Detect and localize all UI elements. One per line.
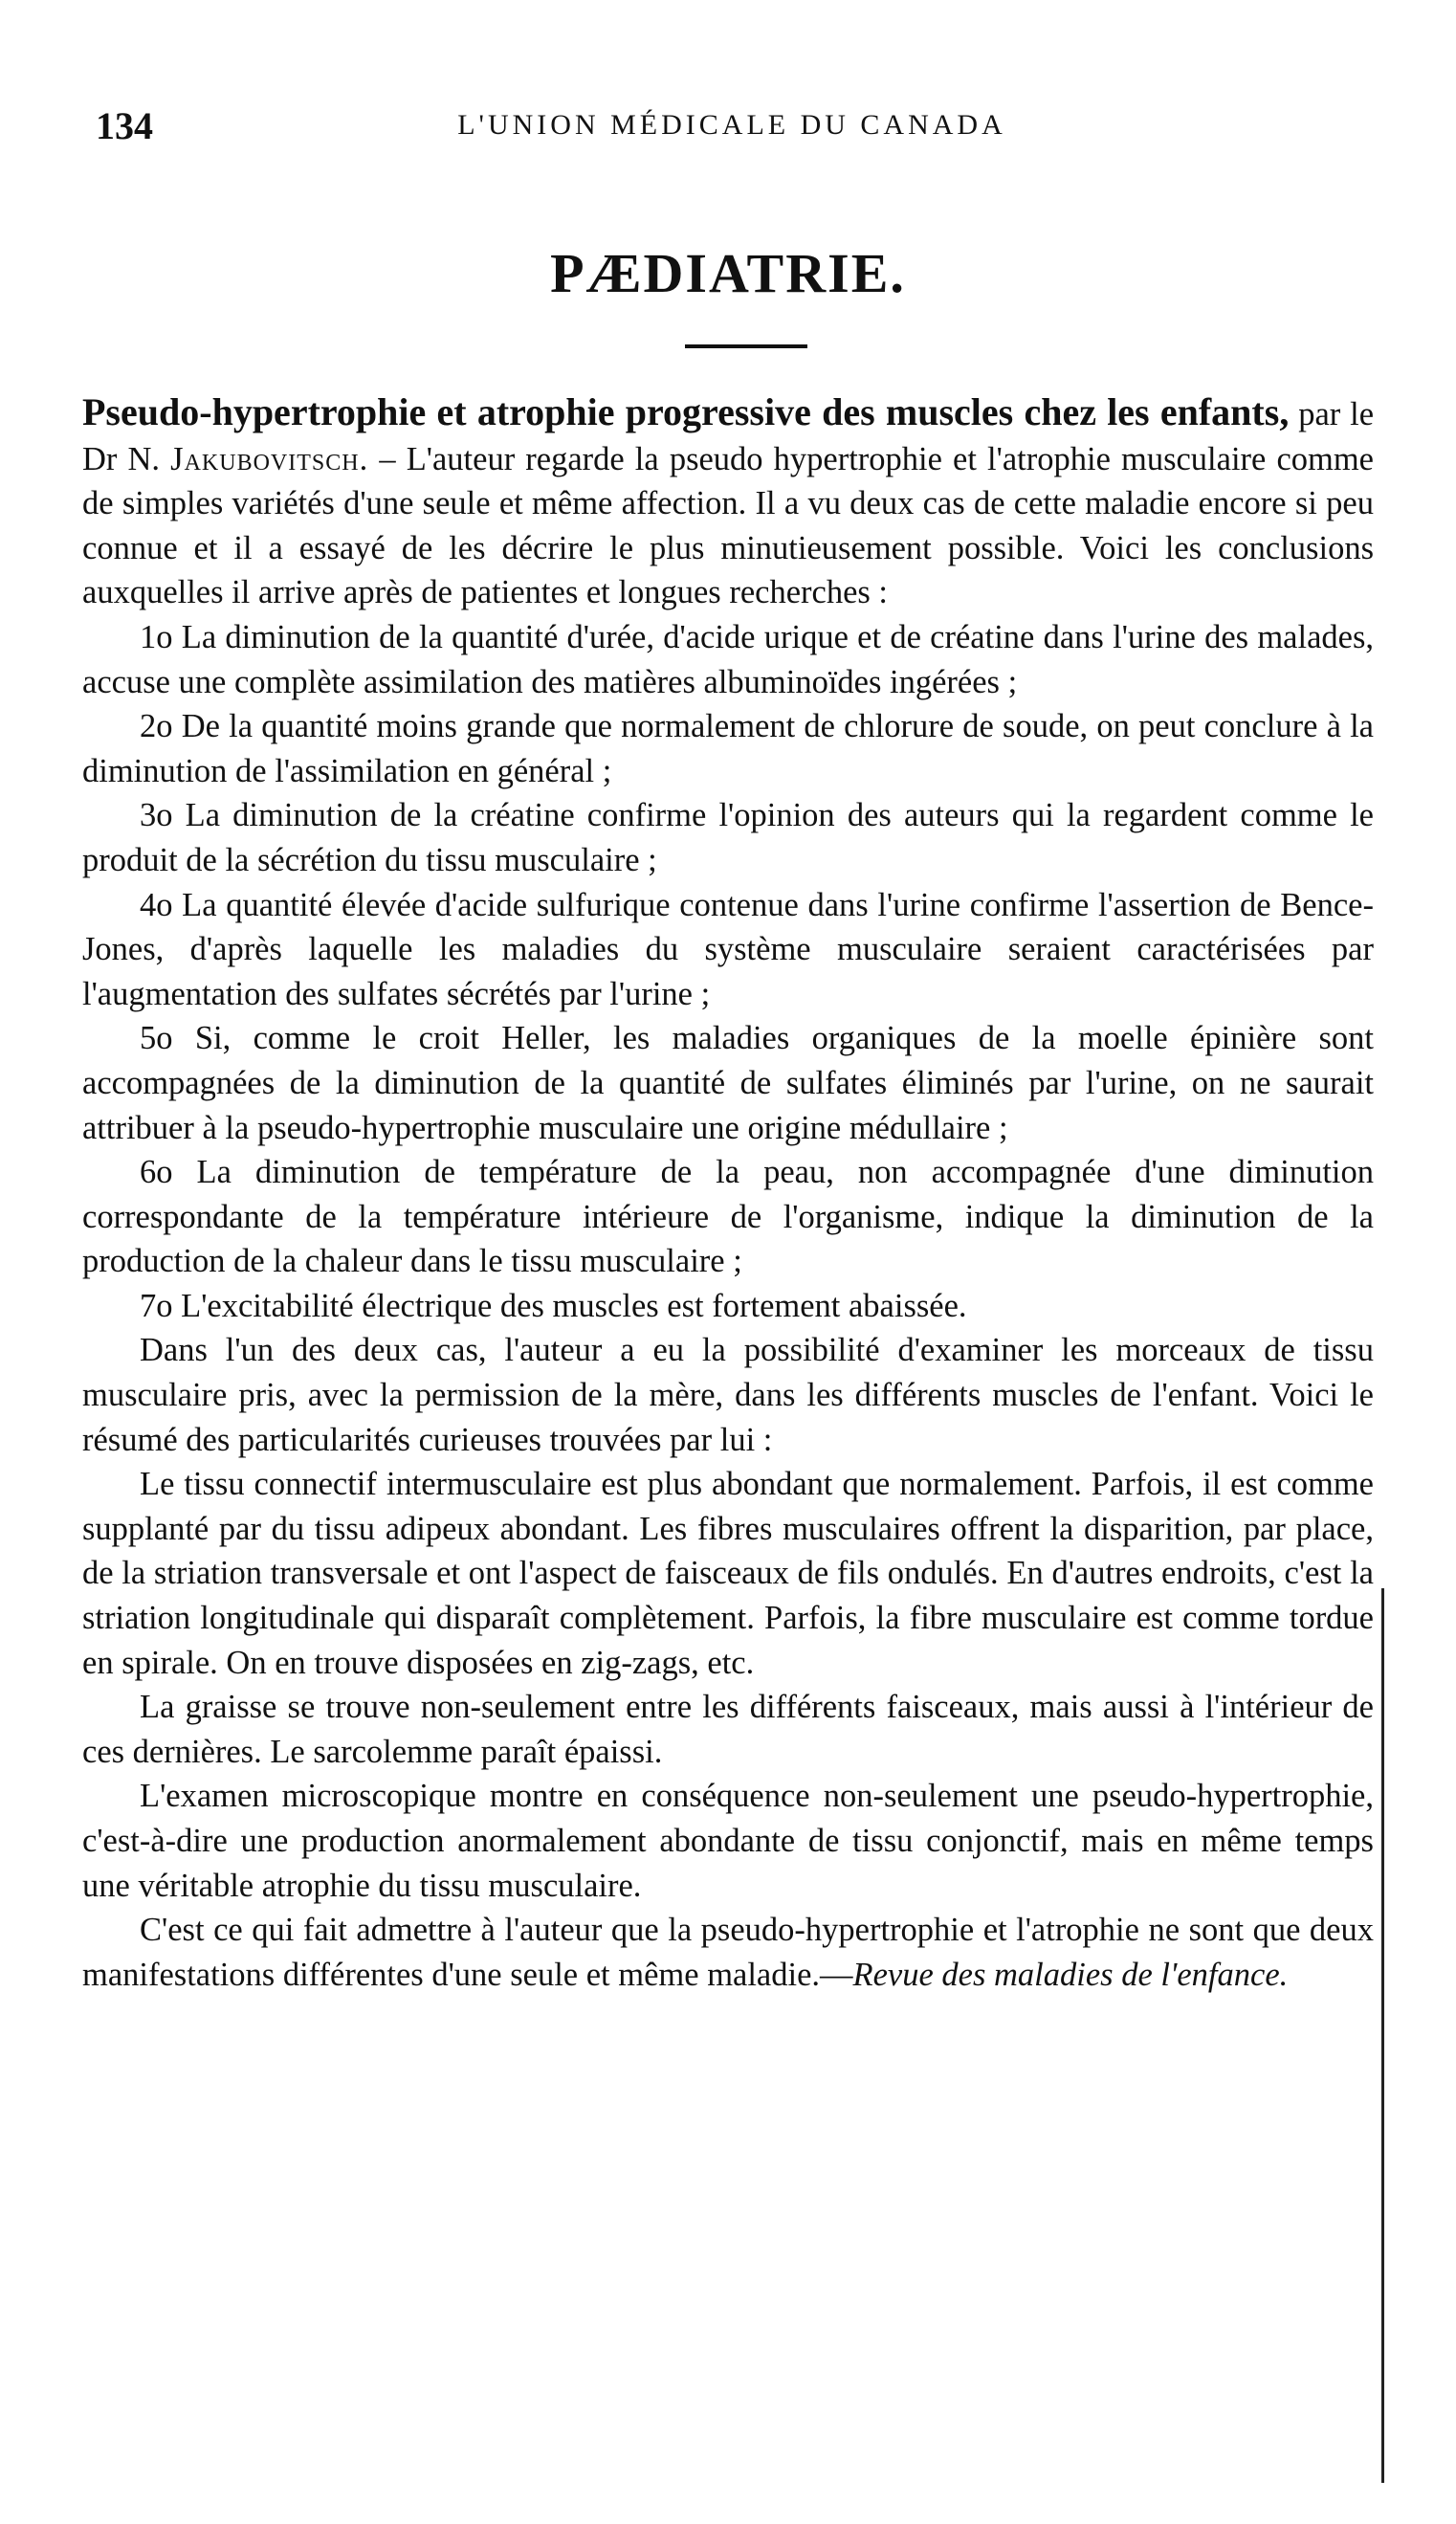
conclusion-item: 3o La diminution de la créatine confirme l'opinion des auteurs qui la regardent comme le produit de la sécrétion du tissu musculaire ; [82,797,1374,878]
article-headline: Pseudo-hypertrophie et atrophie progressive des muscles chez les enfants, [82,390,1290,433]
margin-rule [1381,1588,1384,2483]
body-paragraph: Dans l'un des deux cas, l'auteur a eu la possibilité d'examiner les morceaux de tissu musculaire pris, avec la permission de la mère, dans les différents muscles de l'enfant. Voici le résumé des particularités curieuses trouvées par lui : [82,1332,1374,1458]
conclusion-item: 2o De la quantité moins grande que normalement de chlorure de soude, on peut conclure à la diminution de l'assimilation en général ; [82,708,1374,789]
source-citation: Revue des maladies de l'enfance. [852,1956,1289,1993]
body-paragraph: L'examen microscopique montre en conséquence non-seulement une pseudo-hypertrophie, c'est-à-dire une production anormalement abondante de tissu conjonctif, mais en même temps une véritable atrophie du tissu musculaire. [82,1778,1374,1904]
section-title: PÆDIATRIE. [550,242,906,304]
conclusion-item: 6o La diminution de température de la peau, non accompagnée d'une diminution correspondante de la température intérieure de l'organisme, indique la diminution de la production de la chaleur dans le tissu musculaire ; [82,1154,1374,1280]
article-intro-paragraph [82,390,1374,615]
conclusion-item: 4o La quantité élevée d'acide sulfurique contenue dans l'urine confirme l'assertion de Bence-Jones, d'après laquelle les maladies du système musculaire seraient caractérisées par l'augmentation des sulfates sécrétés par l'urine ; [82,886,1374,1012]
body-paragraph: La graisse se trouve non-seulement entre les différents faisceaux, mais aussi à l'intérieur de ces dernières. Le sarcolemme paraît épaissi. [82,1689,1374,1770]
section-divider [685,344,807,348]
journal-title: L'UNION MÉDICALE DU CANADA [457,109,1006,141]
final-text: C'est ce qui fait admettre à l'auteur que la pseudo-hypertrophie et l'atrophie ne sont que deux manifestations différentes d'une seule et même maladie.— [82,1912,1374,1993]
conclusion-item: 1o La diminution de la quantité d'urée, d'acide urique et de créatine dans l'urine des malades, accuse une complète assimilation des matières albuminoïdes ingérées ; [82,618,1374,700]
final-paragraph [82,1908,1374,1997]
body-paragraph: Le tissu connectif intermusculaire est plus abondant que normalement. Parfois, il est comme supplanté par du tissu adipeux abondant. Les fibres musculaires offrent la disparition, par place, de la striation transversale et ont l'aspect de faisceaux de fils ondulés. En d'autres endroits, c'est la striation longitudinale qui disparaît complètement. Parfois, la fibre musculaire est comme tordue en spirale. On en trouve disposées en zig-zags, etc. [82,1466,1374,1681]
author-name: Jakubovitsch. [170,440,369,477]
article-intro-text: – L'auteur regarde la pseudo hypertrophie et l'atrophie musculaire comme de simples variétés d'une seule et même affection. Il a vu deux cas de cette maladie encore si peu connue et il a essayé de les décrire le plus minutieusement possible. Voici les conclusions auxquelles il arrive après de patientes et longues recherches : [82,440,1374,611]
page-number: 134 [96,104,153,147]
author-prefix: par le Dr N. [82,396,1375,477]
conclusion-item: 5o Si, comme le croit Heller, les maladies organiques de la moelle épinière sont accompagnées de la diminution de la quantité de sulfates éliminés par l'urine, on ne saurait attribuer à la pseudo-hypertrophie musculaire une origine médullaire ; [82,1020,1374,1146]
conclusion-item: 7o L'excitabilité électrique des muscles est fortement abaissée. [140,1287,967,1324]
article-body [82,390,1374,1997]
running-head [96,103,1368,151]
